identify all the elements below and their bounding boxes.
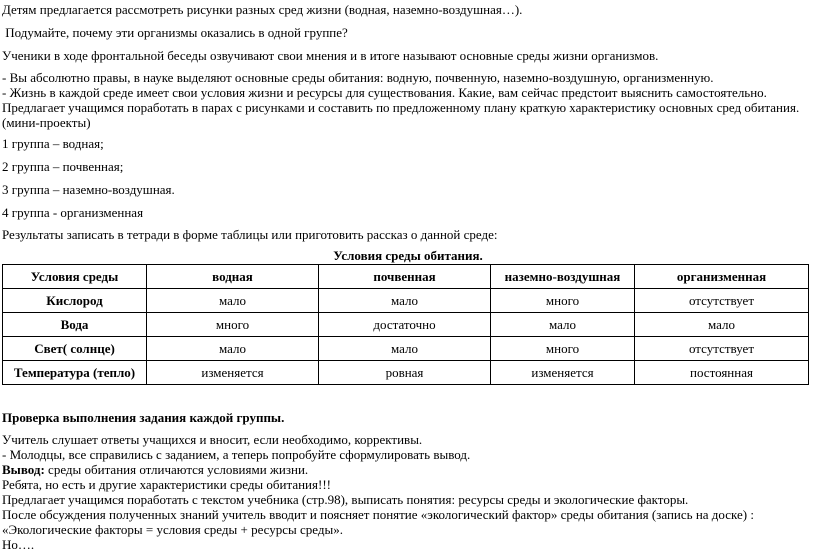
group-1: 1 группа – водная; xyxy=(2,136,104,151)
table-cell: много xyxy=(491,337,635,361)
table-cell: мало xyxy=(147,289,319,313)
check-line-4: Предлагает учащимся поработать с текстом учебника (стр.98), выписать понятия: ресурсы среды и экологические факторы. xyxy=(2,492,689,507)
intro-line-4: - Вы абсолютно правы, в науке выделяют основные среды обитания: водную, почвенную, наземно-воздушную, организменную. xyxy=(2,70,714,85)
header-organism: организменная xyxy=(635,265,809,289)
table-title: Условия среды обитания. xyxy=(333,248,483,263)
row-label: Свет( солнце) xyxy=(3,337,147,361)
intro-line-1: Детям предлагается рассмотреть рисунки разных сред жизни (водная, наземно-воздушная…). xyxy=(2,2,523,17)
intro-line-5: - Жизнь в каждой среде имеет свои условия жизни и ресурсы для существования. Какие, вам сейчас предстоит выяснить самостоятельно. xyxy=(2,85,767,100)
table-cell: изменяется xyxy=(147,361,319,385)
check-line-5: После обсуждения полученных знаний учитель вводит и поясняет понятие «экологический фактор» среды обитания (запись на доске) : xyxy=(2,507,754,522)
row-label: Температура (тепло) xyxy=(3,361,147,385)
table-header-row xyxy=(3,265,809,289)
conclusion-text: среды обитания отличаются условиями жизни. xyxy=(44,462,309,477)
header-conditions: Условия среды xyxy=(3,265,147,289)
conclusion-line xyxy=(2,462,308,477)
check-line-7: Но…. xyxy=(2,537,35,552)
check-heading: Проверка выполнения задания каждой группы. xyxy=(2,410,285,425)
table-row xyxy=(3,313,809,337)
intro-line-6: Предлагает учащимся поработать в парах с рисунками и составить по предложенному плану краткую характеристику основных сред обитания. (мини-проекты) xyxy=(2,100,800,130)
conditions-table xyxy=(2,264,809,385)
intro-line-2: Подумайте, почему эти организмы оказались в одной группе? xyxy=(2,25,348,40)
row-label: Кислород xyxy=(3,289,147,313)
table-cell: мало xyxy=(635,313,809,337)
conclusion-label: Вывод: xyxy=(2,462,45,477)
table-cell: изменяется xyxy=(491,361,635,385)
table-cell: отсутствует xyxy=(635,337,809,361)
header-ground-air: наземно-воздушная xyxy=(491,265,635,289)
table-row xyxy=(3,361,809,385)
header-water: водная xyxy=(147,265,319,289)
table-cell: много xyxy=(147,313,319,337)
check-line-3: Ребята, но есть и другие характеристики среды обитания!!! xyxy=(2,477,331,492)
results-instruction: Результаты записать в тетради в форме таблицы или приготовить рассказ о данной среде: xyxy=(2,227,498,242)
check-line-6: «Экологические факторы = условия среды + ресурсы среды». xyxy=(2,522,343,537)
table-cell: мало xyxy=(491,313,635,337)
table-cell: постоянная xyxy=(635,361,809,385)
table-row xyxy=(3,289,809,313)
check-line-1: Учитель слушает ответы учащихся и вносит, если необходимо, коррективы. xyxy=(2,432,423,447)
table-cell: много xyxy=(491,289,635,313)
table-cell: мало xyxy=(319,289,491,313)
table-cell: мало xyxy=(319,337,491,361)
check-line-2: - Молодцы, все справились с заданием, а теперь попробуйте сформулировать вывод. xyxy=(2,447,471,462)
group-2: 2 группа – почвенная; xyxy=(2,159,124,174)
header-soil: почвенная xyxy=(319,265,491,289)
table-row xyxy=(3,337,809,361)
table-cell: достаточно xyxy=(319,313,491,337)
intro-line-3: Ученики в ходе фронтальной беседы озвучивают свои мнения и в итоге называют основные среды жизни организмов. xyxy=(2,48,659,63)
table-cell: мало xyxy=(147,337,319,361)
row-label: Вода xyxy=(3,313,147,337)
group-4: 4 группа - организменная xyxy=(2,205,144,220)
group-3: 3 группа – наземно-воздушная. xyxy=(2,182,175,197)
table-cell: отсутствует xyxy=(635,289,809,313)
table-cell: ровная xyxy=(319,361,491,385)
